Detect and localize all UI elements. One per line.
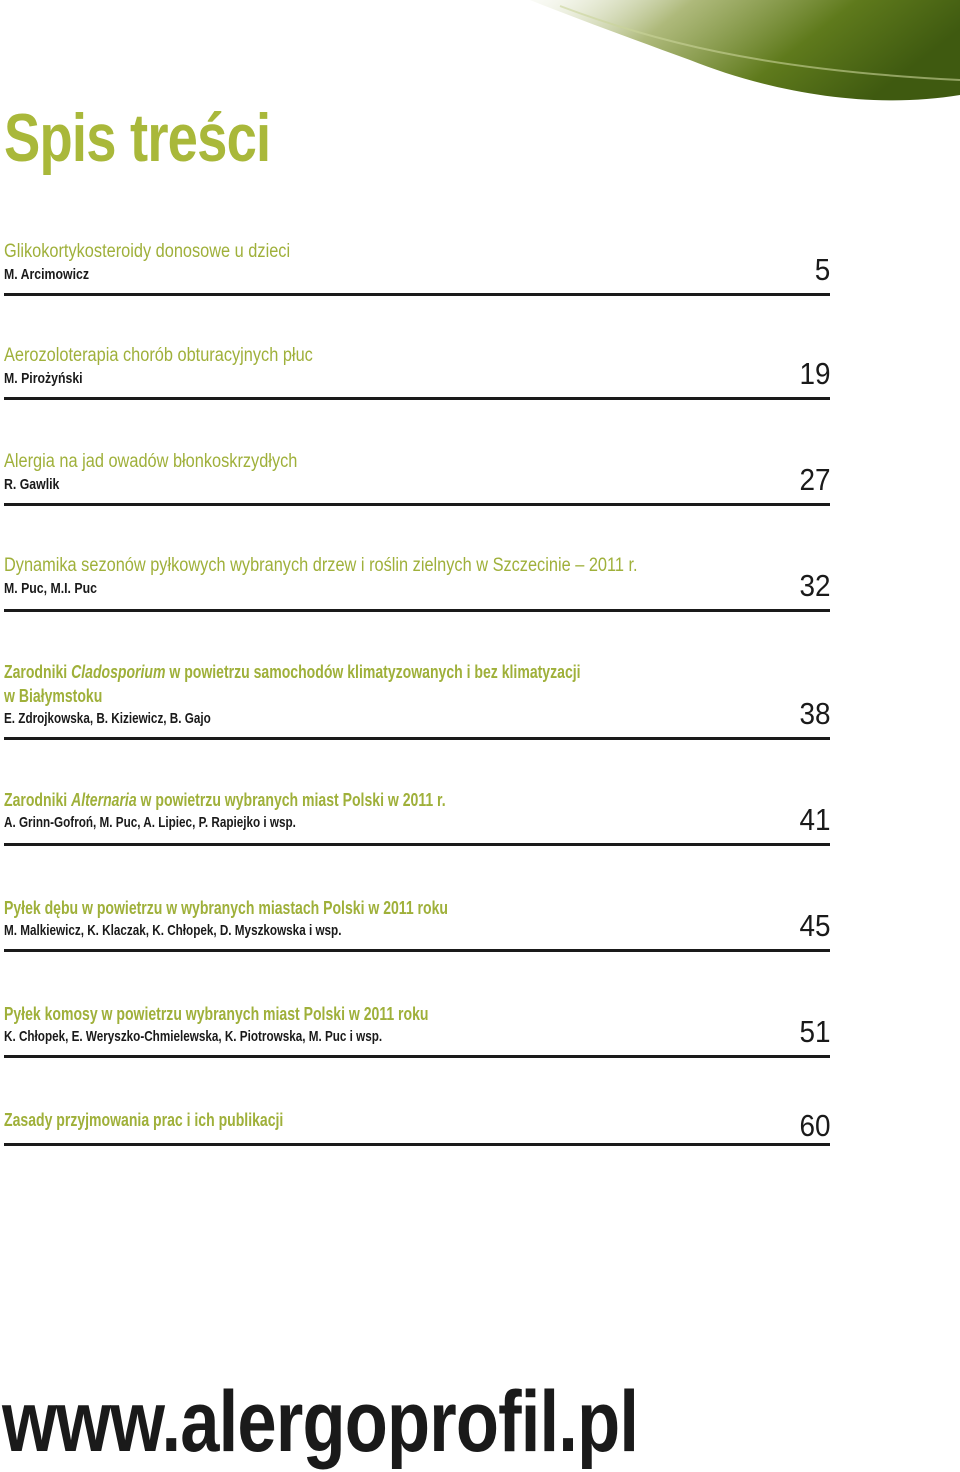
entry-authors: R. Gawlik	[4, 476, 60, 493]
entry-divider	[4, 293, 830, 296]
toc-entry[interactable]	[4, 1002, 830, 1054]
entry-divider	[4, 843, 830, 846]
toc-entry[interactable]	[4, 344, 830, 396]
entry-divider	[4, 397, 830, 400]
entry-title-line2: w Białymstoku	[4, 686, 103, 706]
entry-title: Alergia na jad owadów błonkoskrzydłych	[4, 451, 298, 472]
toc-entry[interactable]	[4, 1108, 830, 1142]
entry-page-number: 45	[798, 908, 830, 943]
toc-entry[interactable]	[4, 660, 830, 736]
entry-authors: A. Grinn-Gofroń, M. Puc, A. Lipiec, P. Rapiejko i wsp.	[4, 814, 296, 831]
toc-entry[interactable]	[4, 240, 830, 292]
entry-divider	[4, 1143, 830, 1146]
entry-page-number: 27	[798, 462, 830, 497]
entry-authors: M. Malkiewicz, K. Klaczak, K. Chłopek, D. Myszkowska i wsp.	[4, 922, 342, 939]
entry-title: Zarodniki Cladosporium w powietrzu samochodów klimatyzowanych i bez klimatyzacji	[4, 662, 581, 682]
toc-entry[interactable]	[4, 554, 830, 608]
toc-entry[interactable]	[4, 450, 830, 502]
website-url[interactable]: www.alergoprofil.pl	[2, 1374, 639, 1470]
entry-title-genus: Cladosporium	[71, 662, 166, 682]
entry-page-number: 41	[798, 802, 830, 837]
entry-authors: M. Arcimowicz	[4, 266, 89, 283]
entry-page-number: 60	[798, 1108, 830, 1143]
toc-entry[interactable]	[4, 896, 830, 948]
entry-divider	[4, 949, 830, 952]
entry-authors: E. Zdrojkowska, B. Kiziewicz, B. Gajo	[4, 710, 211, 727]
entry-authors: K. Chłopek, E. Weryszko-Chmielewska, K. Piotrowska, M. Puc i wsp.	[4, 1028, 383, 1045]
entry-title: Glikokortykosteroidy donosowe u dzieci	[4, 241, 291, 262]
entry-page-number: 5	[814, 252, 830, 287]
page-title: Spis treści	[4, 100, 271, 176]
entry-page-number: 38	[798, 696, 830, 731]
entry-title: Pyłek komosy w powietrzu wybranych miast Polski w 2011 roku	[4, 1004, 429, 1024]
entry-title-genus: Alternaria	[71, 790, 137, 810]
entry-divider	[4, 609, 830, 612]
entry-title: Pyłek dębu w powietrzu w wybranych miastach Polski w 2011 roku	[4, 898, 448, 918]
entry-divider	[4, 503, 830, 506]
entry-page-number: 32	[798, 568, 830, 603]
leaf-decoration	[530, 0, 960, 110]
entry-authors: M. Pirożyński	[4, 370, 83, 387]
entry-divider	[4, 1055, 830, 1058]
entry-title: Zasady przyjmowania prac i ich publikacji	[4, 1110, 284, 1130]
entry-page-number: 51	[798, 1014, 830, 1049]
entry-title: Aerozoloterapia chorób obturacyjnych płuc	[4, 345, 313, 366]
entry-divider	[4, 737, 830, 740]
entry-title: Zarodniki Alternaria w powietrzu wybranych miast Polski w 2011 r.	[4, 790, 446, 810]
entry-title: Dynamika sezonów pyłkowych wybranych drzew i roślin zielnych w Szczecinie – 2011 r.	[4, 555, 638, 576]
entry-authors: M. Puc, M.I. Puc	[4, 580, 97, 597]
toc-entry[interactable]	[4, 788, 830, 842]
entry-page-number: 19	[798, 356, 830, 391]
